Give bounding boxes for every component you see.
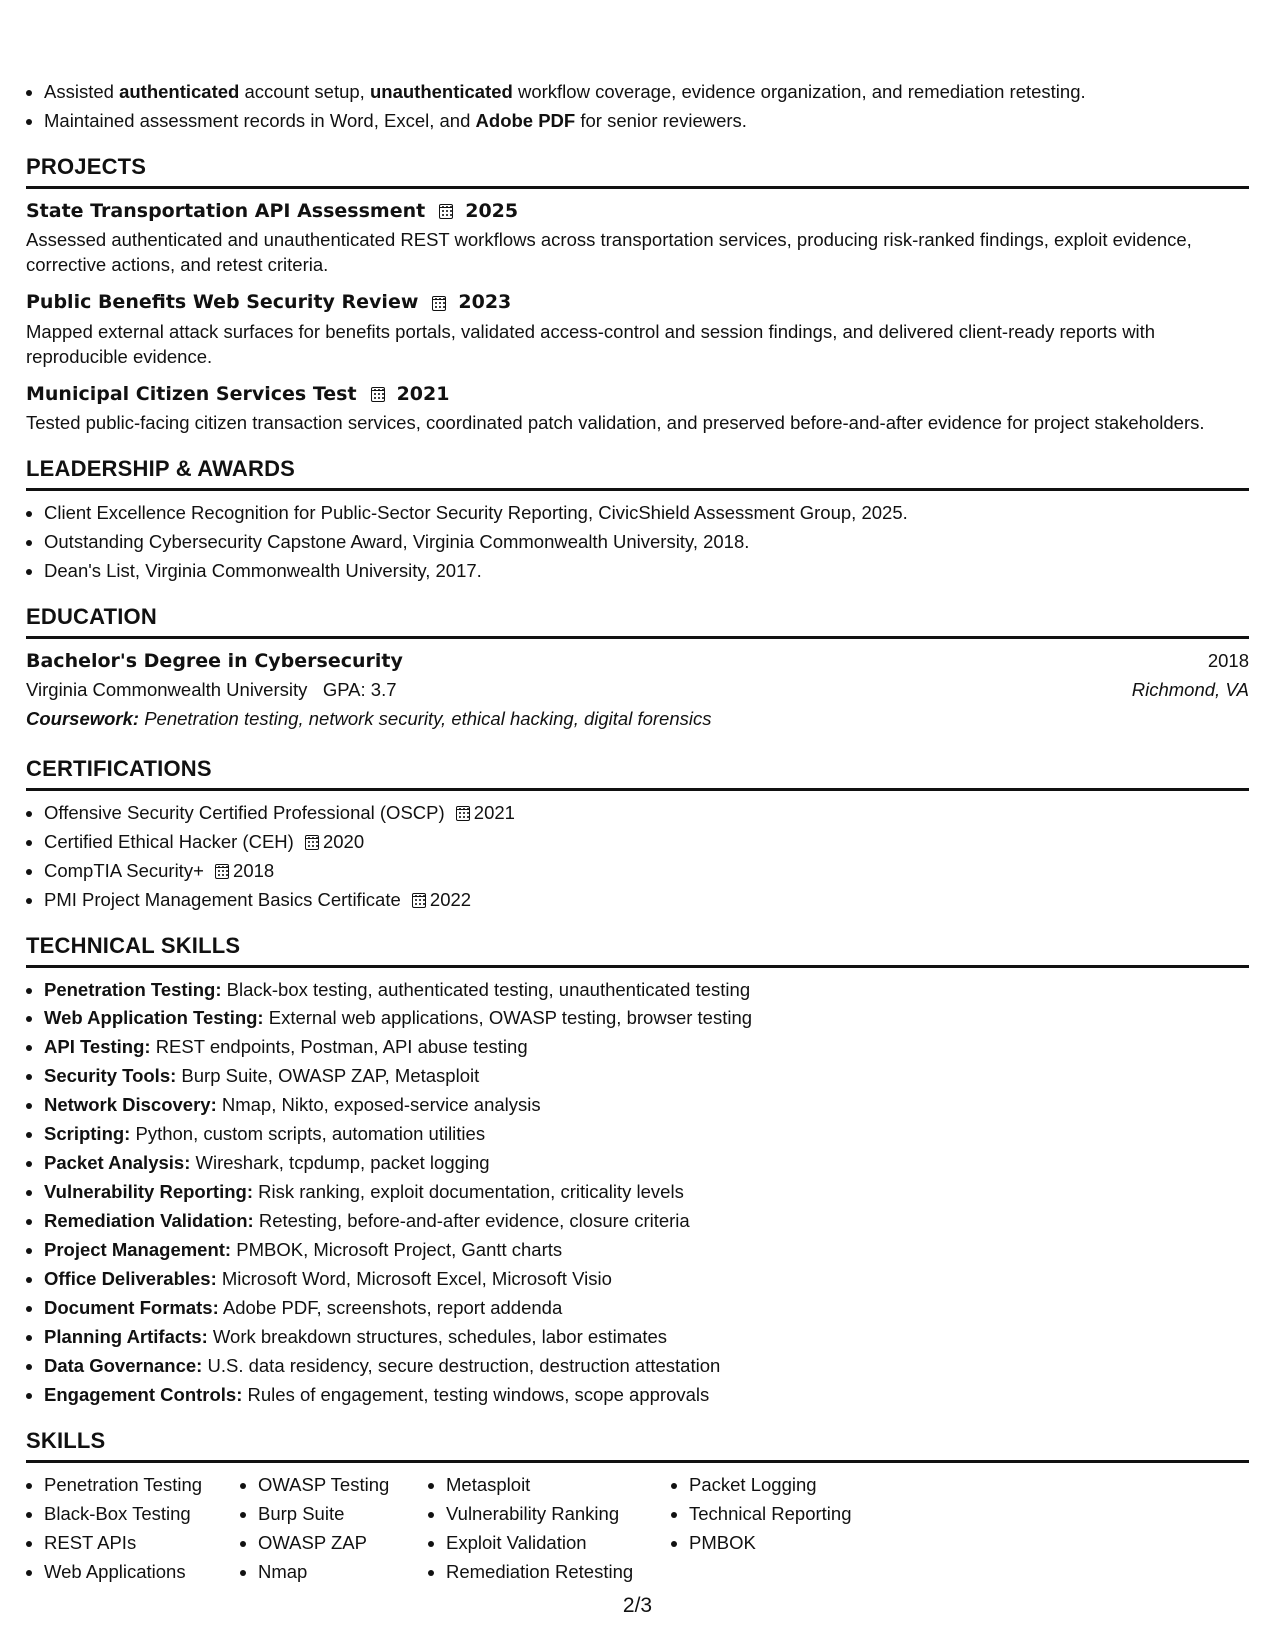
skills-column [240, 1473, 428, 1589]
leadership-section [26, 454, 1249, 584]
project-item [26, 382, 1249, 437]
project-year: 2025 [465, 199, 519, 222]
list-item: • Burp Suite [258, 1502, 428, 1527]
skill-label: Packet Analysis: [44, 1152, 191, 1174]
list-item: • Penetration Testing [44, 1473, 240, 1498]
calendar-icon [439, 204, 453, 219]
calendar-icon [215, 864, 229, 879]
skill-label: Security Tools: [44, 1065, 177, 1087]
project-heading [26, 199, 1249, 225]
skill-label: Remediation Validation: [44, 1210, 254, 1232]
education-body [26, 639, 1249, 733]
list-item: • Black-Box Testing [44, 1502, 240, 1527]
list-item [44, 1151, 1249, 1176]
degree: Bachelor's Degree in Cybersecurity [26, 649, 403, 672]
calendar-icon [432, 296, 446, 311]
skill-value: Wireshark, tcpdump, packet logging [195, 1152, 490, 1174]
education-degree-row [26, 649, 1249, 675]
list-item: • Vulnerability Ranking [446, 1502, 671, 1527]
skill-label: Network Discovery: [44, 1094, 217, 1116]
cert-year: 2021 [473, 801, 515, 823]
projects-body [26, 189, 1249, 437]
education-school-row [26, 678, 1249, 703]
skill-value: Adobe PDF, screenshots, report addenda [222, 1297, 563, 1319]
cert-name: PMI Project Management Basics Certificate [44, 888, 401, 910]
list-item [44, 1296, 1249, 1321]
project-year: 2021 [396, 382, 450, 405]
list-item [44, 801, 1249, 826]
list-item [44, 1122, 1249, 1147]
list-item: • Exploit Validation [446, 1531, 671, 1556]
calendar-icon [371, 387, 385, 402]
list-item [44, 109, 1249, 134]
experience-continued-bullets [26, 80, 1249, 134]
certifications-section [26, 754, 1249, 913]
text: for senior reviewers. [575, 109, 747, 131]
section-title: SKILLS [26, 1426, 1249, 1463]
project-year: 2023 [458, 291, 512, 314]
list-item: • Technical Reporting [689, 1502, 909, 1527]
section-title: PROJECTS [26, 152, 1249, 189]
skill-value: Work breakdown structures, schedules, labor estimates [212, 1326, 668, 1348]
coursework-label: Coursework: [26, 708, 140, 730]
skill-label: API Testing: [44, 1036, 151, 1058]
list-item: • Outstanding Cybersecurity Capstone Award, Virginia Commonwealth University, 2018. [44, 530, 1249, 555]
leadership-body [26, 491, 1249, 584]
project-name: Municipal Citizen Services Test [26, 382, 357, 405]
skill-label: Web Application Testing: [44, 1007, 264, 1029]
gpa: GPA: 3.7 [322, 679, 397, 701]
technical-skills-list [26, 978, 1249, 1409]
text: Maintained assessment records in Word, Excel, and [44, 109, 476, 131]
certifications-list [26, 801, 1249, 913]
list-item [44, 978, 1249, 1003]
skill-label: Scripting: [44, 1123, 131, 1145]
skill-value: U.S. data residency, secure destruction, destruction attestation [207, 1355, 721, 1377]
skill-value: Nmap, Nikto, exposed-service analysis [221, 1094, 541, 1116]
skill-label: Project Management: [44, 1239, 232, 1261]
cert-year: 2020 [322, 830, 365, 852]
list-item [44, 1209, 1249, 1234]
cert-name: CompTIA Security+ [44, 859, 204, 881]
list-item: • OWASP Testing [258, 1473, 428, 1498]
skill-label: Engagement Controls: [44, 1384, 243, 1406]
calendar-icon [412, 893, 426, 908]
list-item: • Metasploit [446, 1473, 671, 1498]
list-item [44, 1180, 1249, 1205]
skill-label: Office Deliverables: [44, 1268, 217, 1290]
skills-grid [26, 1463, 1249, 1589]
skills-section [26, 1426, 1249, 1589]
section-title: LEADERSHIP & AWARDS [26, 454, 1249, 491]
school-and-gpa [26, 678, 397, 703]
technical-skills-body [26, 968, 1249, 1409]
project-description: Mapped external attack surfaces for benefits portals, validated access-control and session findings, and delivered client-ready reports with reproducible evidence. [26, 320, 1156, 367]
bold-text: Adobe PDF [475, 109, 576, 131]
list-item: • Dean's List, Virginia Commonwealth University, 2017. [44, 559, 1249, 584]
technical-skills-section [26, 931, 1249, 1408]
coursework [26, 707, 1249, 732]
calendar-icon [456, 806, 470, 821]
text: workflow coverage, evidence organization, and remediation retesting. [512, 81, 1086, 102]
section-title: TECHNICAL SKILLS [26, 931, 1249, 968]
skill-value: Retesting, before-and-after evidence, closure criteria [258, 1210, 690, 1232]
skill-value: REST endpoints, Postman, API abuse testing [155, 1036, 528, 1058]
project-name: State Transportation API Assessment [26, 199, 426, 222]
list-item [44, 1383, 1249, 1408]
project-name: Public Benefits Web Security Review [26, 291, 419, 314]
cert-year: 2018 [233, 859, 275, 881]
bold-text: unauthenticated [369, 81, 513, 102]
calendar-icon [305, 835, 319, 850]
list-item: • Client Excellence Recognition for Public-Sector Security Reporting, CivicShield Assessment Group, 2025. [44, 501, 1249, 526]
cert-name: Certified Ethical Hacker (CEH) [44, 830, 294, 852]
text: Assisted [44, 81, 120, 102]
skill-label: Penetration Testing: [44, 978, 222, 1000]
school-location: Richmond, VA [1131, 679, 1249, 701]
list-item [44, 1238, 1249, 1263]
list-item: • OWASP ZAP [258, 1531, 428, 1556]
skill-label: Document Formats: [44, 1297, 219, 1319]
project-item [26, 199, 1249, 279]
projects-section [26, 152, 1249, 436]
skills-column [428, 1473, 671, 1589]
list-item: • Packet Logging [689, 1473, 909, 1498]
skill-label: Vulnerability Reporting: [44, 1181, 253, 1203]
list-item [44, 888, 1249, 913]
list-item [44, 1267, 1249, 1292]
list-item: • PMBOK [689, 1531, 909, 1556]
certifications-body [26, 791, 1249, 913]
skill-value: PMBOK, Microsoft Project, Gantt charts [236, 1239, 563, 1261]
list-item: • Nmap [258, 1560, 428, 1585]
list-item [44, 1035, 1249, 1060]
skill-label: Planning Artifacts: [44, 1326, 208, 1348]
project-description: Tested public-facing citizen transaction services, coordinated patch validation, and preserved before-and-after evidence for project stakeholders. [26, 412, 1205, 434]
skill-value: Burp Suite, OWASP ZAP, Metasploit [181, 1065, 480, 1087]
graduation-year: 2018 [1207, 649, 1249, 671]
resume-content [26, 80, 1249, 1589]
school-name: Virginia Commonwealth University [26, 679, 308, 701]
skill-value: Python, custom scripts, automation utilities [135, 1123, 486, 1145]
project-heading [26, 290, 1249, 316]
education-section [26, 602, 1249, 732]
skill-value: Microsoft Word, Microsoft Excel, Microsoft Visio [221, 1268, 612, 1290]
skill-value: Black-box testing, authenticated testing, unauthenticated testing [226, 978, 751, 1000]
list-item [44, 830, 1249, 855]
skills-column [671, 1473, 909, 1589]
list-item: • Remediation Retesting [446, 1560, 671, 1585]
list-item [44, 1325, 1249, 1350]
skill-value: Rules of engagement, testing windows, scope approvals [247, 1384, 710, 1406]
project-heading [26, 382, 1249, 408]
skill-value: External web applications, OWASP testing, browser testing [268, 1007, 753, 1029]
list-item: • Web Applications [44, 1560, 240, 1585]
page-number: 2/3 [622, 1594, 653, 1617]
bold-text: authenticated [119, 81, 240, 102]
awards-list [26, 501, 1249, 584]
cert-name: Offensive Security Certified Professional (OSCP) [44, 801, 445, 823]
list-item [44, 859, 1249, 884]
list-item [44, 1093, 1249, 1118]
list-item [44, 1006, 1249, 1031]
skill-value: Risk ranking, exploit documentation, criticality levels [258, 1181, 684, 1203]
skill-label: Data Governance: [44, 1355, 203, 1377]
section-title: CERTIFICATIONS [26, 754, 1249, 791]
project-item [26, 290, 1249, 370]
list-item [44, 1064, 1249, 1089]
project-description: Assessed authenticated and unauthenticated REST workflows across transportation services, producing risk-ranked findings, exploit evidence, corrective actions, and retest criteria. [26, 229, 1192, 276]
cert-year: 2022 [429, 888, 472, 910]
list-item [44, 1354, 1249, 1379]
text: account setup, [239, 81, 370, 102]
coursework-list: Penetration testing, network security, ethical hacking, digital forensics [144, 708, 712, 730]
skills-column [26, 1473, 240, 1589]
list-item [44, 80, 1249, 105]
list-item: • REST APIs [44, 1531, 240, 1556]
section-title: EDUCATION [26, 602, 1249, 639]
